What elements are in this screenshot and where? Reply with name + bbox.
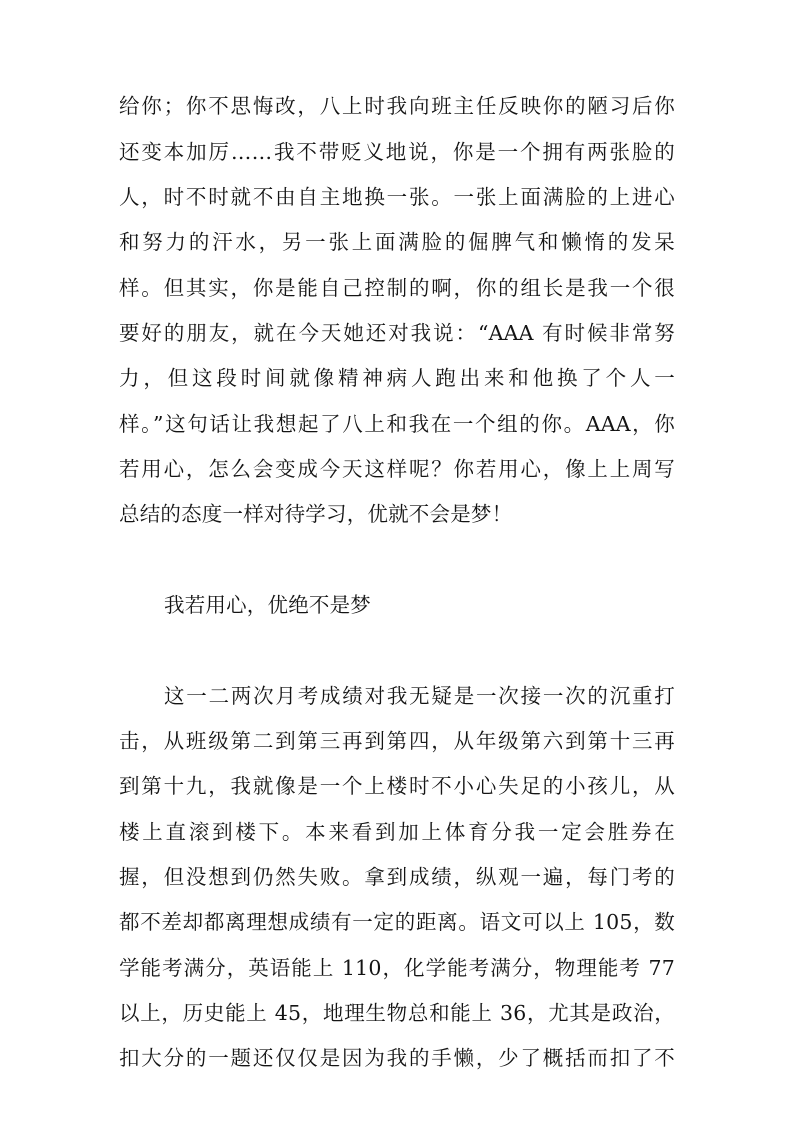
paragraph-2-line: 扣大分的一题还仅仅是因为我的手懒，少了概括而扣了不 xyxy=(119,1046,675,1070)
paragraph-1-line: 若用心，怎么会变成今天这样呢？你若用心，像上上周写 xyxy=(119,457,675,481)
paragraph-2-line: 握，但没想到仍然失败。拿到成绩，纵观一遍，每门考的 xyxy=(119,865,675,889)
paragraph-2-line: 都不差却都离理想成绩有一定的距离。语文可以上 105，数 xyxy=(119,910,675,934)
paragraph-2-line: 楼上直滚到楼下。本来看到加上体育分我一定会胜券在 xyxy=(119,820,675,844)
paragraph-2-line: 学能考满分，英语能上 110，化学能考满分，物理能考 77 xyxy=(119,956,675,980)
paragraph-1-line: 要好的朋友，就在今天她还对我说：“AAA 有时候非常努 xyxy=(119,321,675,345)
paragraph-1-line: 人，时不时就不由自主地换一张。一张上面满脸的上进心 xyxy=(119,185,675,209)
paragraph-1-line: 和努力的汗水，另一张上面满脸的倔脾气和懒惰的发呆 xyxy=(119,230,675,254)
paragraph-2-line: 以上，历史能上 45，地理生物总和能上 36，尤其是政治， xyxy=(119,1001,675,1025)
paragraph-2-line: 这一二两次月考成绩对我无疑是一次接一次的沉重打 xyxy=(164,684,675,708)
paragraph-2-line: 到第十九，我就像是一个上楼时不小心失足的小孩儿，从 xyxy=(119,774,675,798)
paragraph-1-line: 总结的态度一样对待学习，优就不会是梦！ xyxy=(119,502,513,526)
paragraph-2-line: 击，从班级第二到第三再到第四，从年级第六到第十三再 xyxy=(119,729,675,753)
paragraph-1-line: 还变本加厉……我不带贬义地说，你是一个拥有两张脸的 xyxy=(119,140,675,164)
section-title: 我若用心，优绝不是梦 xyxy=(164,593,371,617)
paragraph-1-line: 力，但这段时间就像精神病人跑出来和他换了个人一 xyxy=(119,366,675,390)
paragraph-1-line: 样。”这句话让我想起了八上和我在一个组的你。AAA，你 xyxy=(119,412,675,436)
paragraph-1-line: 给你；你不思悔改，八上时我向班主任反映你的陋习后你 xyxy=(119,94,675,118)
paragraph-1-line: 样。但其实，你是能自己控制的啊，你的组长是我一个很 xyxy=(119,276,675,300)
